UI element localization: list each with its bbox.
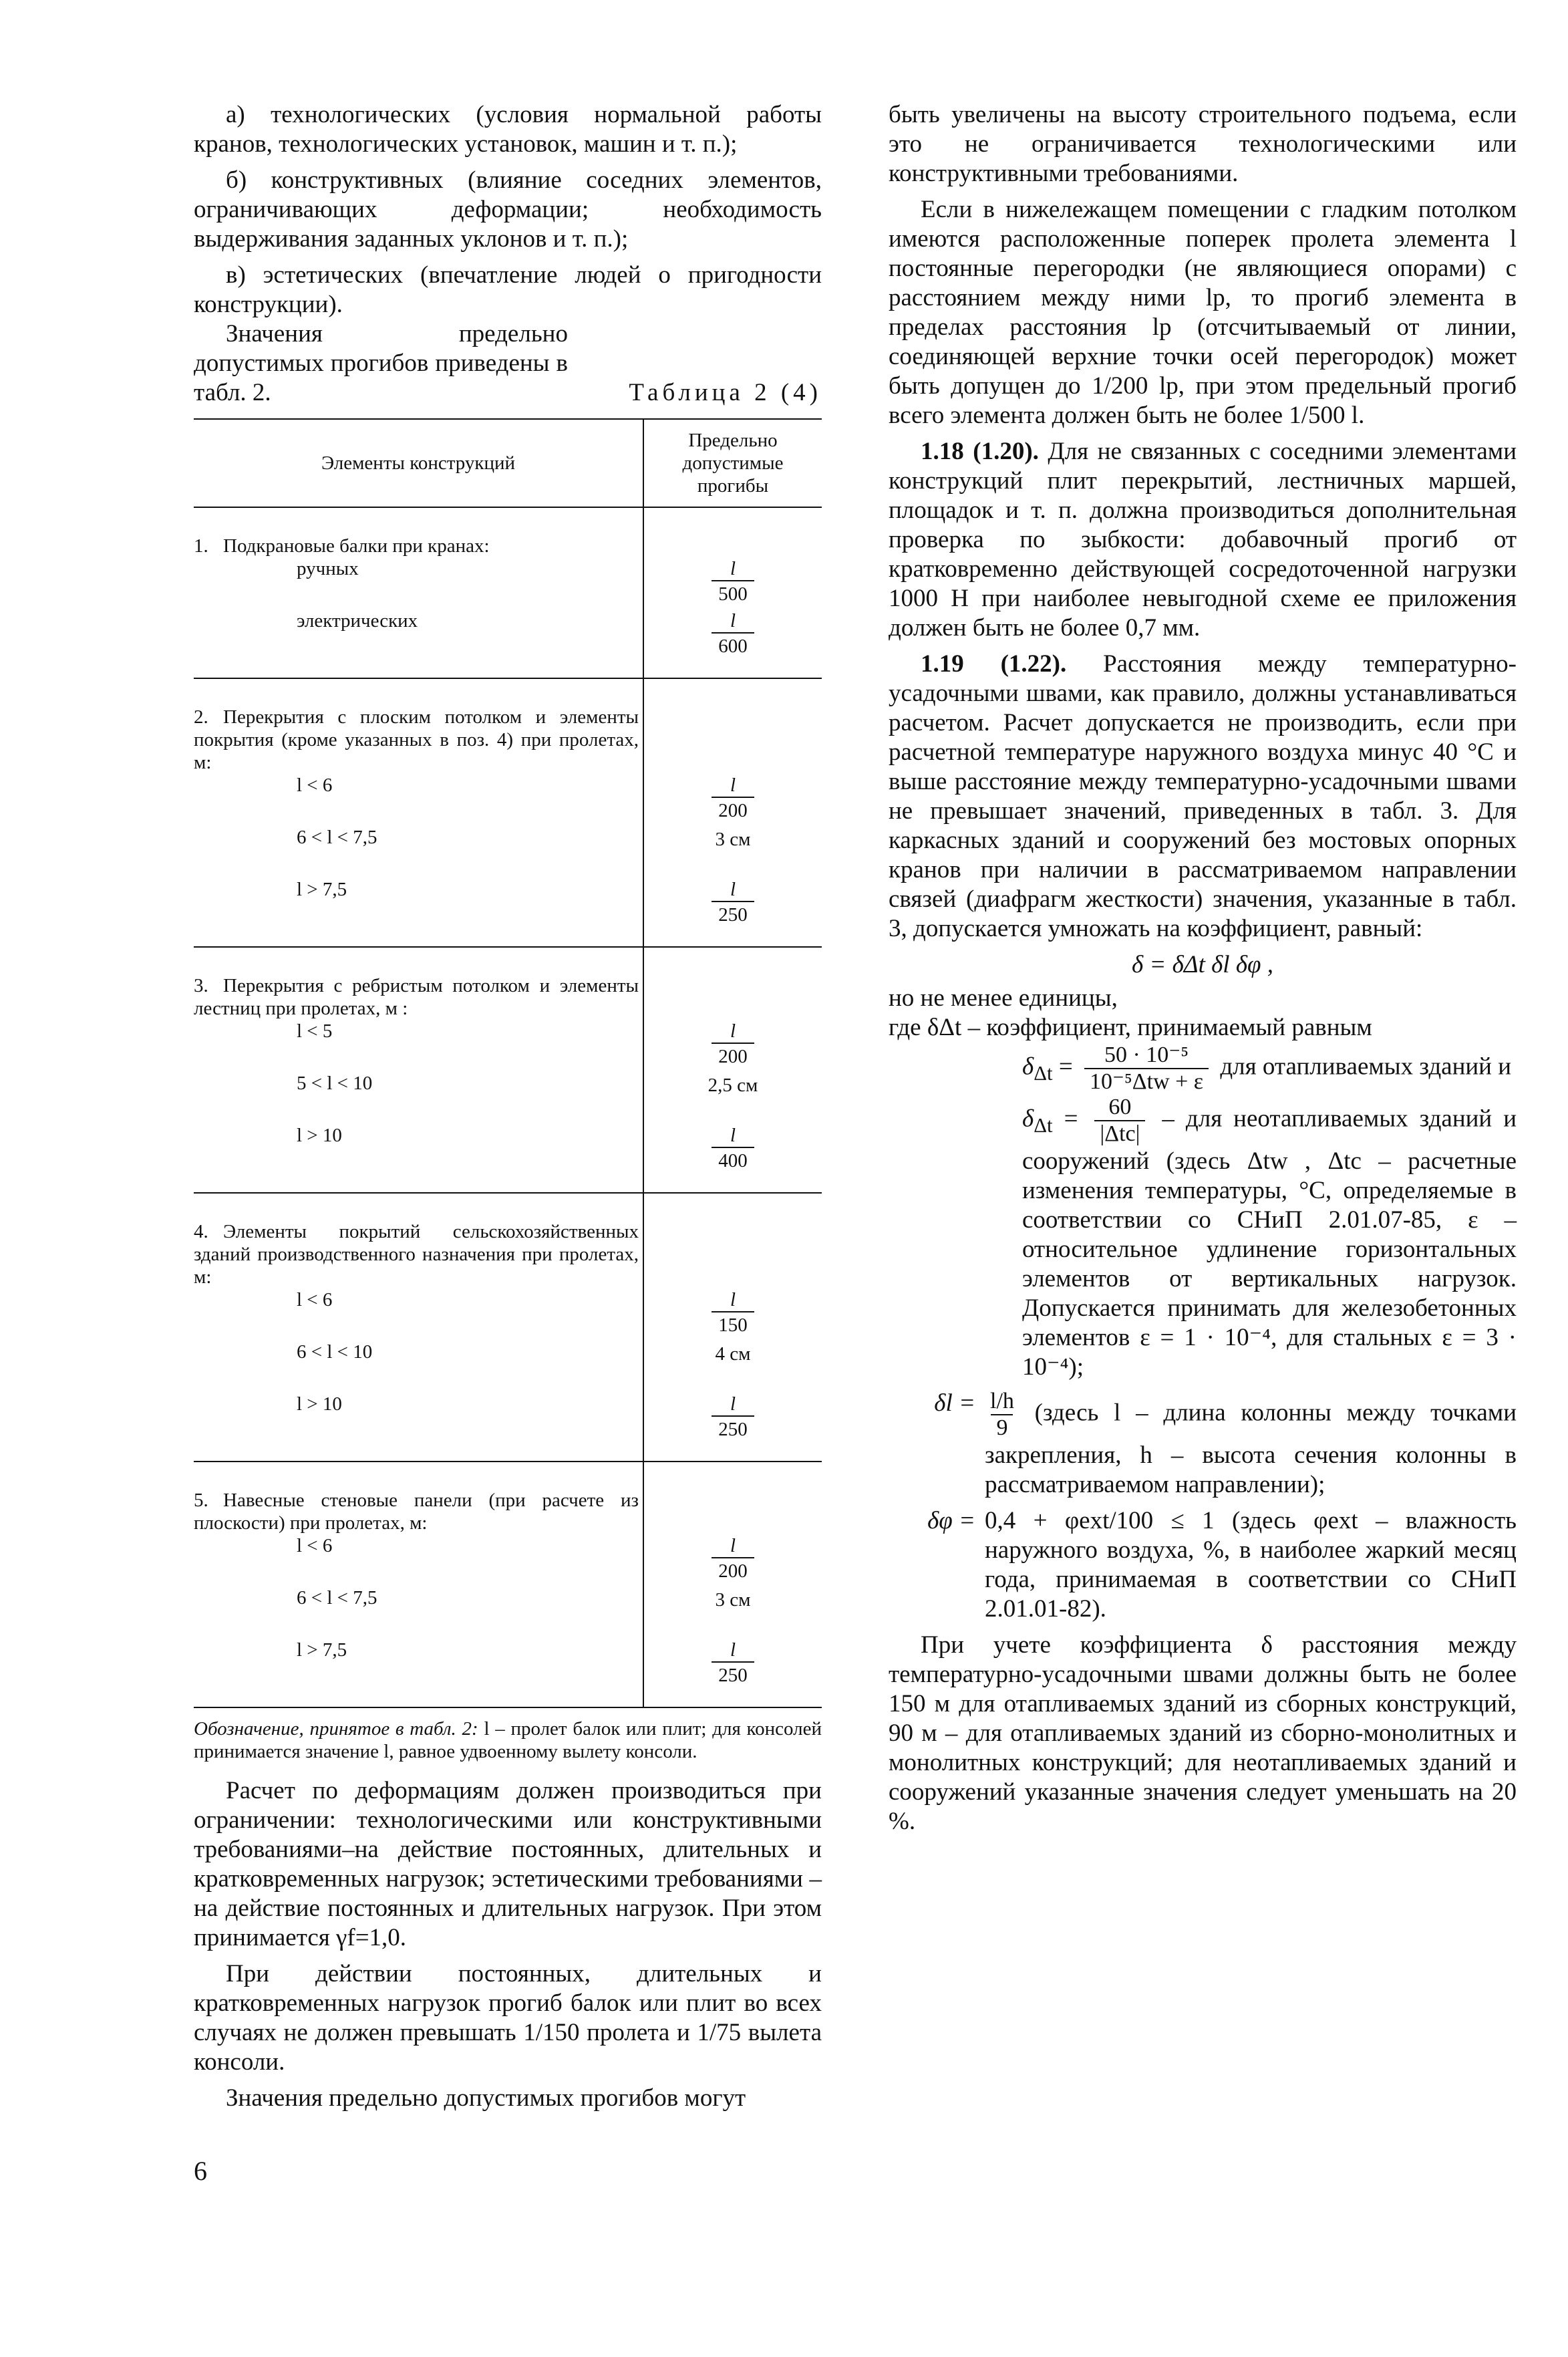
table-subrow-label: 6 < l < 7,5 xyxy=(297,827,377,848)
delta-phi-definition xyxy=(889,1506,1517,1624)
table-intro-row xyxy=(194,319,822,408)
table-cell-deflection xyxy=(643,507,822,678)
formula-delta-t-heated: $\delta_{\Delta t}$ = 50 · 10⁻⁵ 10⁻⁵Δtw + ε для отапливаемых зданий и xyxy=(1022,1043,1512,1094)
table-subrow-label: l < 5 xyxy=(297,1020,333,1042)
table-intro: Значения предельно допустимых прогибов приведены в табл. 2. xyxy=(194,320,568,406)
table-value-plain: 2,5 см xyxy=(708,1075,758,1096)
table-cell-element xyxy=(194,1462,643,1707)
table-subrow-label: l > 10 xyxy=(297,1393,342,1415)
not-less-than-one: но не менее единицы, xyxy=(889,984,1118,1012)
item-c: в) эстетических (впечатление людей о пригодности конструкции). xyxy=(194,261,822,318)
table-group-number: 4. xyxy=(194,1221,208,1242)
table-note-text: l – пролет балок или плит; для консолей принимается значение l, равное удвоенному вылету консоли. xyxy=(194,1718,822,1762)
item-a: а) технологических (условия нормальной работы кранов, технологических установок, машин и т. п.); xyxy=(194,101,822,158)
deflection-table xyxy=(194,418,822,1708)
table-subrow-label: l < 6 xyxy=(297,775,333,796)
clause-1-19-number: 1.19 (1.22). xyxy=(921,650,1067,678)
table-group-text: Элементы покрытий сельскохозяйственных зданий производственного назначения при пролетах, м: xyxy=(194,1221,639,1288)
table-cell-element xyxy=(194,947,643,1193)
table-cell-element xyxy=(194,1193,643,1462)
table-cell-element xyxy=(194,678,643,947)
clause-1-18-number: 1.18 (1.20). xyxy=(921,438,1039,465)
page-number: 6 xyxy=(194,2156,207,2186)
paragraph-partitions: Если в нижележащем помещении с гладким потолком имеются расположенные поперек пролета элемента l постоянные перегородки (не являющиеся опорами) с расстоянием между ними lp, то прогиб элемента в пределах расстояния lp (отсчитываемый от линии, соединяющей верхние точки осей перегородок) может быть допущен до 1/200 lp, при этом предельный прогиб всего элемента должен быть не более 1/500 l. xyxy=(889,196,1517,429)
fraction-unheated-num: 60 xyxy=(1108,1095,1132,1119)
table-subrow-label: 6 < l < 7,5 xyxy=(297,1587,377,1609)
table-group-heading xyxy=(194,974,639,1020)
clause-1-19-text: Расстояния между температурно-усадочными швами, как правило, должны устанавливаться расчетом. Расчет допускается не производить, если при расчетной температуре наружного воздуха минус 40 °С и выше расстояние между температурно-усадочными швами не превышает значений, приведенных в табл. 3. Для каркасных зданий и сооружений без мостовых опорных кранов при наличии в рассматриваемом направлении связей (диафрагм жесткости) значения, указанные в табл. 3, допускается умножать на коэффициент, равный: xyxy=(889,650,1517,942)
paragraph-values: Значения предельно допустимых прогибов могут xyxy=(226,2084,746,2112)
table-value-plain: 3 см xyxy=(715,1589,751,1611)
fraction-unheated-den: |Δtc| xyxy=(1094,1120,1145,1147)
table-value-fraction: $\frac{l}{500}$ xyxy=(644,557,822,609)
table-value-fraction: $\frac{l}{200}$ xyxy=(644,1020,822,1072)
table-value-fraction: $\frac{l}{400}$ xyxy=(644,1124,822,1176)
table-cell-element xyxy=(194,507,643,678)
table-group-text: Перекрытия с ребристым потолком и элементы лестниц при пролетах, м : xyxy=(194,975,639,1019)
left-column xyxy=(194,100,822,2113)
where-delta-t: где δΔt – коэффициент, принимаемый равным xyxy=(889,1014,1372,1041)
table-value-plain: 4 см xyxy=(715,1343,751,1365)
table-row xyxy=(194,1462,822,1707)
delta-phi-text: 0,4 + φext/100 ≤ 1 (здесь φext – влажность наружного воздуха, %, в наиболее жаркий месяц года, принимаемая в соответствии со СНиП 2.01.01-82). xyxy=(985,1507,1517,1623)
table-subrow-label: 5 < l < 10 xyxy=(297,1073,373,1094)
table-value-fraction: $\frac{l}{200}$ xyxy=(644,1534,822,1586)
table-title: Таблица 2 (4) xyxy=(629,379,822,406)
right-column xyxy=(889,100,1517,1836)
table-subrow-label: l < 6 xyxy=(297,1535,333,1556)
table-cell-deflection xyxy=(643,1462,822,1707)
table-value-fraction: $\frac{l}{250}$ xyxy=(644,878,822,930)
table-body xyxy=(194,507,822,1707)
table-group-heading xyxy=(194,1489,639,1534)
table-subrow-label: l > 10 xyxy=(297,1125,342,1146)
table-value-fraction: $\frac{l}{150}$ xyxy=(644,1288,822,1341)
table-row xyxy=(194,1193,822,1462)
table-value-fraction: $\frac{l}{250}$ xyxy=(644,1639,822,1691)
clause-1-18 xyxy=(889,437,1517,643)
table-cell-deflection xyxy=(643,1193,822,1462)
fraction-delta-l-den: 9 xyxy=(991,1414,1013,1441)
table-row xyxy=(194,507,822,678)
clause-1-19 xyxy=(889,650,1517,944)
fraction-delta-l-num: l/h xyxy=(990,1389,1014,1413)
table-cell-deflection xyxy=(643,678,822,947)
table-row xyxy=(194,678,822,947)
table-group-number: 1. xyxy=(194,535,208,557)
table-value-fraction: $\frac{l}{200}$ xyxy=(644,774,822,826)
delta-l-definition xyxy=(889,1389,1517,1500)
table-row xyxy=(194,947,822,1193)
paragraph-calc: Расчет по деформациям должен производиться при ограничении: технологическими или конструктивными требованиями–на действие постоянных, длительных и кратковременных нагрузок; эстетическими требованиями – на действие постоянных и длительных нагрузок. При этом принимается γf=1,0. xyxy=(194,1777,822,1951)
table-group-heading xyxy=(194,535,639,557)
fraction-heated-den: 10⁻⁵Δtw + ε xyxy=(1084,1068,1209,1095)
table-group-number: 5. xyxy=(194,1490,208,1511)
table-note xyxy=(194,1717,822,1763)
table-value-fraction: $\frac{l}{250}$ xyxy=(644,1393,822,1445)
paragraph-joint-distance: При учете коэффициента δ расстояния между температурно-усадочными швами должны быть не более 150 м для отапливаемых зданий из сборных конструкций, 90 м – для отапливаемых зданий из сборно-монолитных и монолитных конструкций; для неотапливаемых зданий и сооружений указанные значения следует уменьшать на 20 %. xyxy=(889,1631,1517,1835)
table-subrow-label: электрических xyxy=(297,610,418,632)
formula-delta-t-unheated: $\delta_{\Delta t}$ = 60 |Δtc| – для неотапливаемых зданий и сооружений (здесь Δtw , Δtc – расчетные изменения температуры, °С, определяемые в соответствии со СНиП 2.01.07-85, ε – относительное удлинение горизонтальных элементов от вертикальных нагрузок. Допускается принимать для железобетонных элементов ε = 1 · 10⁻⁴, для стальных ε = 3 · 10⁻⁴); xyxy=(1022,1095,1517,1381)
table-subrow-label: ручных xyxy=(297,558,359,579)
table-group-number: 3. xyxy=(194,975,208,996)
table-subrow-label: 6 < l < 10 xyxy=(297,1341,373,1363)
table-group-text: Навесные стеновые панели (при расчете из плоскости) при пролетах, м: xyxy=(194,1490,639,1534)
table-value-fraction: $\frac{l}{600}$ xyxy=(644,609,822,662)
delta-l-text: (здесь l – длина колонны между точками закрепления, h – высота сечения колонны в рассматриваемом направлении); xyxy=(985,1399,1517,1498)
table-group-heading xyxy=(194,1220,639,1288)
fraction-heated xyxy=(1084,1043,1209,1095)
table-subrow-label: l > 7,5 xyxy=(297,879,347,900)
delta-phi-symbol: δφ = xyxy=(927,1507,975,1534)
table-subrow-label: l > 7,5 xyxy=(297,1639,347,1661)
table-header-elements: Элементы конструкций xyxy=(194,419,643,507)
table-value-plain: 3 см xyxy=(715,829,751,850)
unheated-tail: – для неотапливаемых зданий и сооружений (здесь Δtw , Δtc – расчетные изменения температуры, °С, определяемые в соответствии со СНиП 2.01.07-85, ε – относительное удлинение горизонтальных элементов от вертикальных нагрузок. Допускается принимать для железобетонных элементов ε = 1 · 10⁻⁴, для стальных ε = 3 · 10⁻⁴); xyxy=(1022,1105,1517,1381)
heated-tail: для отапливаемых зданий и xyxy=(1220,1053,1512,1081)
table-subrow-label: l < 6 xyxy=(297,1289,333,1310)
clause-1-18-text: Для не связанных с соседними элементами конструкций плит перекрытий, лестничных маршей, площадок и т. п. должна производиться дополнительная проверка по зыбкости: добавочный прогиб от кратковременно действующей сосредоточенной нагрузки 1000 Н при наиболее невыгодной схеме ее приложения должен быть не более 0,7 мм. xyxy=(889,438,1517,642)
table-group-number: 2. xyxy=(194,706,208,728)
table-header-deflections: Предельно допустимые прогибы xyxy=(643,419,822,507)
table-group-text: Подкрановые балки при кранах: xyxy=(223,535,490,557)
item-b: б) конструктивных (влияние соседних элементов, ограничивающих деформации; необходимость выдерживания заданных уклонов и т. п.); xyxy=(194,166,822,253)
paragraph-deflection-limit: При действии постоянных, длительных и кратковременных нагрузок прогиб балок или плит во всех случаях не должен превышать 1/150 пролета и 1/75 вылета консоли. xyxy=(194,1960,822,2076)
continued-paragraph: быть увеличены на высоту строительного подъема, если это не ограничивается технологическими или конструктивными требованиями. xyxy=(889,101,1517,187)
table-cell-deflection xyxy=(643,947,822,1193)
fraction-unheated xyxy=(1094,1095,1145,1147)
table-group-text: Перекрытия с плоским потолком и элементы покрытия (кроме указанных в поз. 4) при пролетах, м: xyxy=(194,706,639,773)
fraction-heated-num: 50 · 10⁻⁵ xyxy=(1104,1043,1189,1067)
delta-l-symbol: δl = xyxy=(934,1389,975,1417)
table-note-lead: Обозначение, принятое в табл. 2: xyxy=(194,1718,478,1740)
formula-delta: δ = δΔt δl δφ , xyxy=(1131,951,1273,978)
table-group-heading xyxy=(194,706,639,774)
fraction-delta-l xyxy=(990,1389,1014,1441)
